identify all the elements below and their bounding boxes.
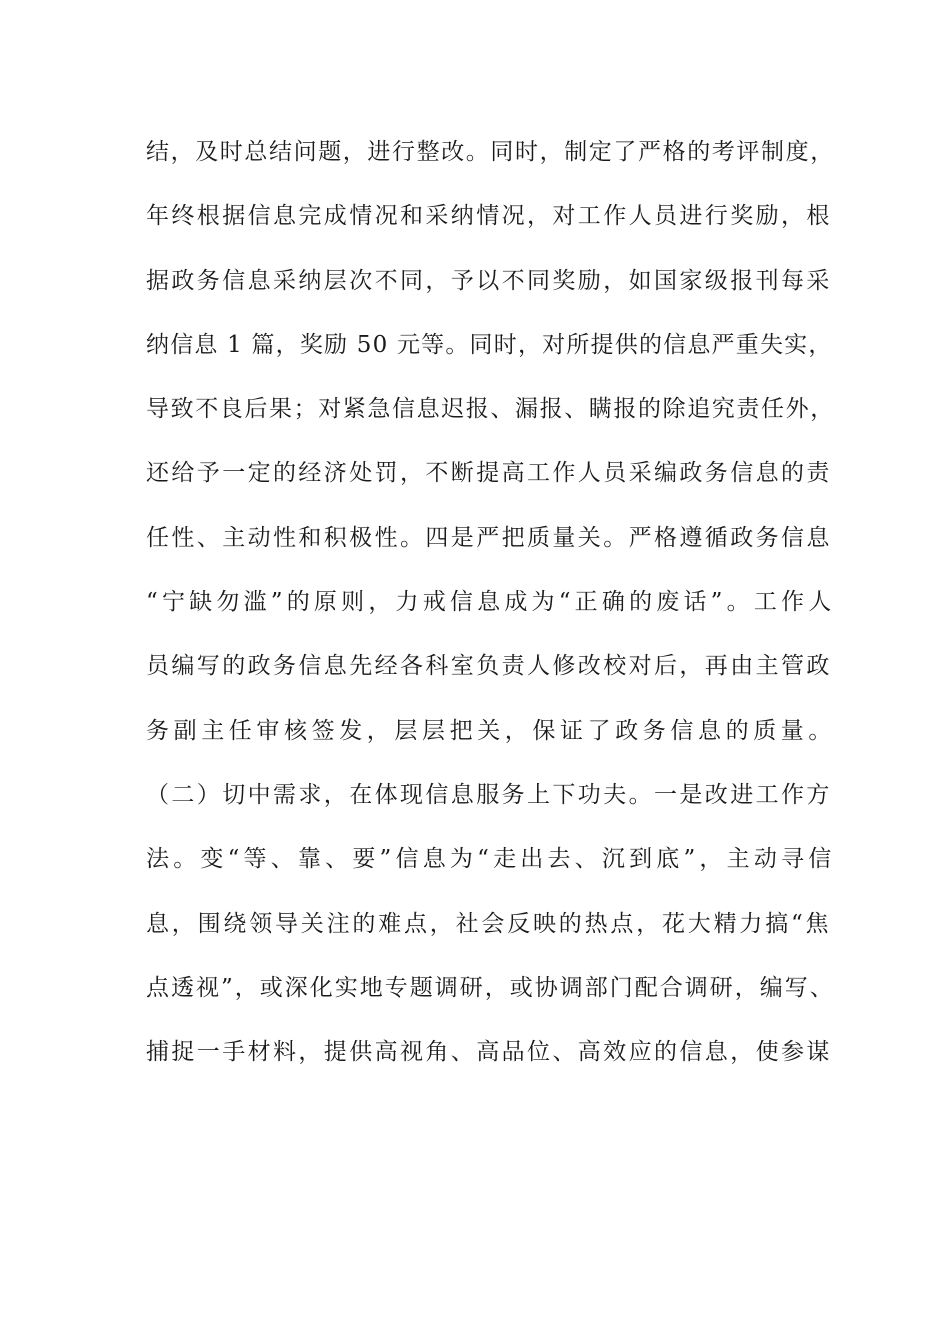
text-line: 据政务信息采纳层次不同，予以不同奖励，如国家级报刊每采 [146, 267, 832, 294]
text-line: 年终根据信息完成情况和采纳情况，对工作人员进行奖励，根 [146, 203, 832, 230]
text-line: 员编写的政务信息先经各科室负责人修改校对后，再由主管政 [146, 653, 832, 680]
text-line: “宁缺勿滥”的原则，力戒信息成为“正确的废话”。工作人 [146, 589, 836, 616]
text-line: 捕捉一手材料，提供高视角、高品位、高效应的信息，使参谋 [146, 1039, 832, 1066]
section-heading-line: （二）切中需求，在体现信息服务上下功夫。一是改进工作方 [146, 781, 832, 808]
text-line: 导致不良后果；对紧急信息迟报、漏报、瞒报的除追究责任外， [146, 396, 835, 423]
text-line: 结，及时总结问题，进行整改。同时，制定了严格的考评制度， [146, 139, 835, 165]
text-line: 息，围绕领导关注的难点，社会反映的热点，花大精力搞“焦 [146, 910, 832, 937]
text-line: 任性、主动性和积极性。四是严把质量关。严格遵循政务信息 [146, 524, 832, 551]
text-line: 还给予一定的经济处罚，不断提高工作人员采编政务信息的责 [146, 460, 832, 487]
text-line: 点透视”，或深化实地专题调研，或协调部门配合调研，编写、 [146, 974, 835, 1001]
text-line: 纳信息 1 篇，奖励 50 元等。同时，对所提供的信息严重失实， [146, 331, 833, 358]
body-text [146, 132, 836, 1096]
text-line: 务副主任审核签发，层层把关，保证了政务信息的质量。 [146, 717, 836, 744]
text-line: 法。变“等、靠、要”信息为“走出去、沉到底”，主动寻信 [146, 846, 836, 873]
